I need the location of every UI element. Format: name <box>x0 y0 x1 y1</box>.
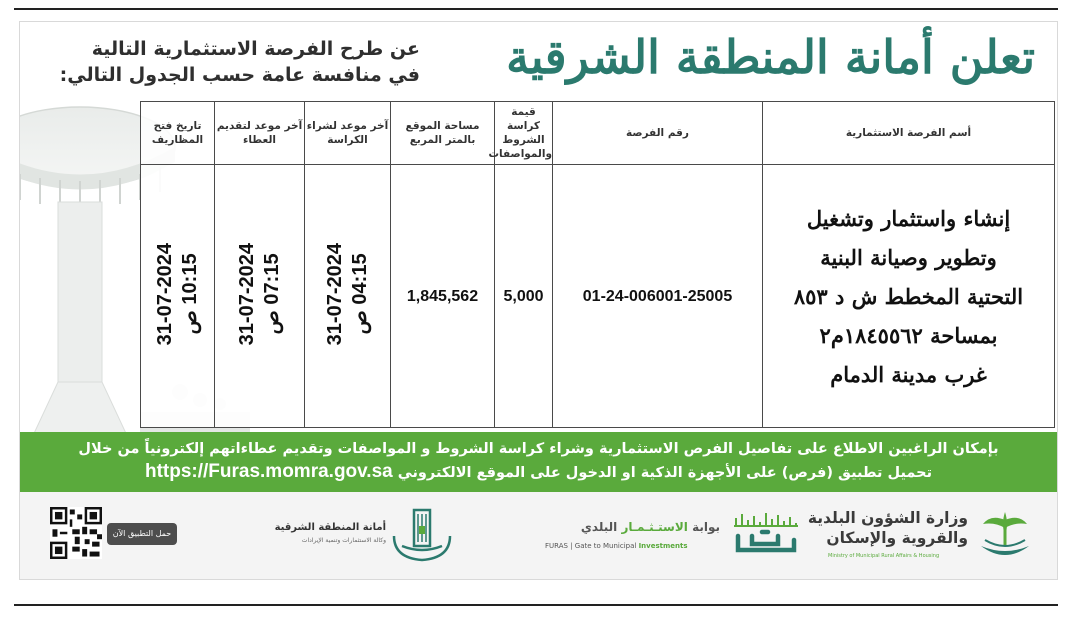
column-header-booklet-price: قيمة كراسة الشروط والمواصفات <box>495 102 553 165</box>
envelope-opening-time: 10:15 ص <box>178 253 201 335</box>
subheadline-line-2: في منافسة عامة حسب الجدول التالي: <box>59 64 420 86</box>
opportunity-name-line: التحتية المخطط ش د ٨٥٣ <box>793 283 1024 309</box>
table-header-row <box>141 102 1055 165</box>
ministry-emblem-icon <box>975 506 1035 566</box>
envelope-opening-date: 31-07-2024 <box>153 242 176 346</box>
subheadline-line-1: عن طرح الفرصة الاستثمارية التالية <box>91 38 420 60</box>
column-header-area: مساحة الموقع بالمتر المربع <box>391 102 495 165</box>
website-link[interactable]: https://Furas.momra.gov.sa <box>144 461 393 482</box>
subheadline <box>60 36 420 88</box>
ministry-name <box>807 508 968 548</box>
furas-logo-icon <box>732 510 802 560</box>
top-rule <box>14 8 1058 10</box>
column-header-booklet-deadline: آخر موعد لشراء الكراسة <box>305 102 391 165</box>
area-cell <box>391 165 495 428</box>
portal-prefix: بوابة <box>692 520 720 534</box>
opportunity-name-line: إنشاء واستثمار وتشغيل <box>806 205 1011 231</box>
bid-deadline <box>235 243 285 345</box>
booklet-deadline-cell <box>305 165 391 428</box>
ministry-name-line-1: وزارة الشؤون البلدية <box>807 509 968 527</box>
site-area: 1,845,562 <box>406 288 479 305</box>
column-header-envelope-opening: تاريخ فتح المظاريف <box>141 102 215 165</box>
portal-en-prefix: FURAS | Gate to Municipal <box>545 542 637 550</box>
opportunity-name-line: غرب مدينة الدمام <box>830 361 987 387</box>
booklet-price: 5,000 <box>503 288 544 305</box>
download-app-button[interactable]: حمل التطبيق الآن <box>107 523 177 545</box>
opportunity-number: 01-24-006001-25005 <box>582 288 733 305</box>
banner-line-1: بإمكان الراغبين الاطلاع على تفاصيل الفرص الاستثمارية وشراء كراسة الشروط و المواصفات وتقديم عطاءاتهم إلكترونياً من خلال <box>78 441 999 457</box>
banner-line-2-text: تحميل تطبيق (فرص) على الأجهزة الذكية او الدخول على الموقع الالكتروني <box>397 465 933 481</box>
municipal-investment-portal <box>545 520 720 534</box>
headline: تعلن أمانة المنطقة الشرقية <box>506 30 1035 84</box>
amana-name: أمانة المنطقة الشرقية <box>274 522 386 533</box>
booklet-price-cell <box>495 165 553 428</box>
bid-deadline-date: 31-07-2024 <box>235 242 258 346</box>
advertisement-panel <box>19 21 1058 580</box>
opportunity-table <box>140 101 1055 428</box>
envelope-opening <box>153 243 203 345</box>
footer <box>20 492 1057 579</box>
bid-deadline-time: 07:15 ص <box>260 253 283 335</box>
booklet-deadline <box>323 243 373 345</box>
booklet-deadline-time: 04:15 ص <box>348 253 371 335</box>
booklet-deadline-date: 31-07-2024 <box>323 242 346 346</box>
portal-suffix: البلدي <box>580 520 618 534</box>
column-header-number: رقم الفرصة <box>553 102 763 165</box>
info-banner <box>20 432 1057 492</box>
banner-line-2 <box>20 460 1057 485</box>
opportunity-name-line: بمساحة ١٨٤٥٥٦٢م٢ <box>819 322 998 348</box>
amana-department: وكالة الاستثمارات وتنمية الإيرادات <box>301 537 386 544</box>
ministry-name-line-2: والقروية والإسكان <box>826 529 968 547</box>
opportunity-name-line: وتطوير وصيانة البنية <box>820 244 997 270</box>
envelope-opening-cell <box>141 165 215 428</box>
ministry-english: Ministry of Municipal Rural Affairs & Housing <box>828 553 940 559</box>
bid-deadline-cell <box>215 165 305 428</box>
table-row <box>141 165 1055 428</box>
portal-en-bold: Investments <box>638 542 688 550</box>
portal-english <box>545 542 720 550</box>
opportunity-name <box>763 165 1055 428</box>
column-header-bid-deadline: آخر موعد لتقديم العطاء <box>215 102 305 165</box>
amana-logo-icon <box>388 506 456 566</box>
portal-invest: الاستـثـمـار <box>621 520 688 534</box>
column-header-name: أسم الفرصة الاستثمارية <box>763 102 1055 165</box>
bottom-rule <box>14 604 1058 606</box>
opportunity-number-cell <box>553 165 763 428</box>
qr-code-icon[interactable] <box>50 507 102 559</box>
